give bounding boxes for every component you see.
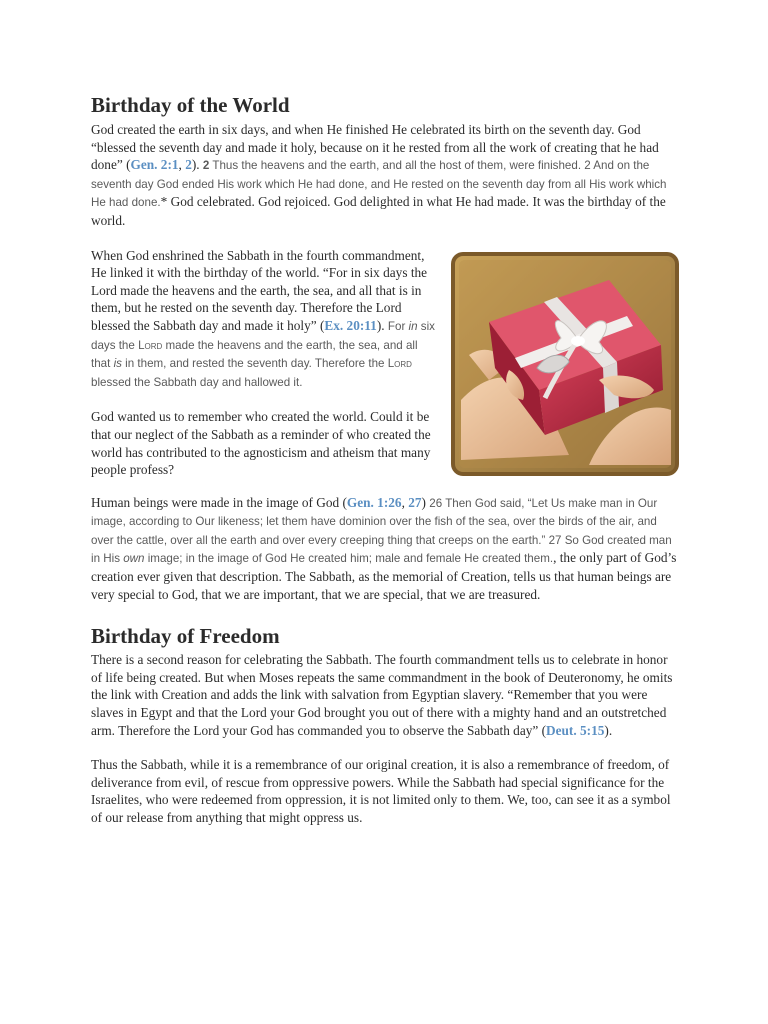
paragraph-image-of-god bbox=[91, 494, 681, 604]
section-heading-birthday-of-the-world: Birthday of the World bbox=[91, 93, 290, 117]
text: ). bbox=[376, 317, 388, 333]
paragraph-second-reason bbox=[91, 651, 681, 739]
text: Human beings were made in the image of God ( bbox=[91, 494, 347, 510]
scripture-link-deut-5-15[interactable]: Deut. 5:15 bbox=[546, 722, 605, 738]
text: God created the earth in six days, and when He finished He celebrated its birth on the seventh day. God “blessed the seventh day and made it holy, because on it he rested from all the work of creating that he had done” ( bbox=[91, 122, 659, 173]
text: ). bbox=[191, 157, 203, 173]
scripture-link-gen-1-27[interactable]: 27 bbox=[408, 494, 422, 510]
text: , bbox=[178, 157, 186, 173]
text: , the only part of God’s creation ever given that description. The Sabbath, as the memorial of Creation, tells us that human beings are very special to God, that we are important, that we are special, that we are treasured. bbox=[91, 550, 677, 602]
paragraph-remember: God wanted us to remember who created the world. Could it be that our neglect of the Sabbath as a reminder of who created the world has contributed to the agnosticism and atheism that many people profess? bbox=[91, 409, 431, 478]
scripture-link-gen-2-1[interactable]: Gen. 2:1 bbox=[130, 157, 179, 173]
scripture-link-ex-20-11[interactable]: Ex. 20:11 bbox=[324, 317, 377, 333]
verse-number: 2 bbox=[202, 159, 210, 173]
gift-box-in-hands-photo bbox=[449, 250, 681, 478]
article bbox=[91, 92, 681, 826]
verse-text: Thus the heavens and the earth, and all the host of them, were finished. 2 And on the seventh day God ended His work which He had done, and He rested on the seventh day from all His work which He had done. bbox=[91, 159, 667, 210]
paragraph-remembrance-of-freedom: Thus the Sabbath, while it is a remembrance of our original creation, it is also a remembrance of freedom, of deliverance from evil, of rescue from oppressive powers. While the Sabbath had special significance for the Israelites, who were redeemed from oppression, it is not limited only to them. We, too, can see it as a symbol of our release from anything that might oppress us. bbox=[91, 757, 671, 825]
paragraph-creation bbox=[91, 121, 681, 230]
paragraph-commandment bbox=[91, 247, 436, 392]
verse-text: 26 Then God said, “Let Us make man in Our image, according to Our likeness; let them have dominion over the fish of the sea, over the birds of the air, and over the cattle, over all the earth and over every creeping thing that creeps on the earth.” 27 So God created man in His own image; in the image of God He created him; male and female He created them. bbox=[91, 496, 672, 566]
text: There is a second reason for celebrating the Sabbath. The fourth commandment tells us to celebrate in honor of life being created. But when Moses repeats the same commandment in the book of Deuteronomy, he omits the link with Creation and adds the link with salvation from Egyptian slavery. “Remember that you were slaves in Egypt and that the Lord your God brought you out of there with a mighty hand and an outstretched arm. Therefore the Lord your God has commanded you to observe the Sabbath day” ( bbox=[91, 652, 673, 738]
text: ). bbox=[604, 722, 613, 738]
scripture-link-gen-1-26[interactable]: Gen. 1:26 bbox=[346, 494, 402, 510]
verse-text: For in six days the Lord made the heavens and the earth, the sea, and all that is in them, and rested the seventh day. Therefore the Lord blessed the Sabbath day and hallowed it. bbox=[91, 319, 435, 389]
section-heading-birthday-of-freedom: Birthday of Freedom bbox=[91, 624, 280, 649]
text: , bbox=[401, 494, 409, 510]
text: ) bbox=[421, 494, 430, 510]
scripture-link-gen-2-2[interactable]: 2 bbox=[185, 157, 192, 173]
text: * God celebrated. God rejoiced. God delighted in what He had made. It was the birthday of the world. bbox=[91, 194, 666, 228]
text: When God enshrined the Sabbath in the fourth commandment, He linked it with the birthday of the world. “For in six days the Lord made the heavens and the earth, the sea, and all that is in them, but he rested on the seventh day. Therefore the Lord blessed the Sabbath day and made it holy” ( bbox=[91, 247, 428, 333]
